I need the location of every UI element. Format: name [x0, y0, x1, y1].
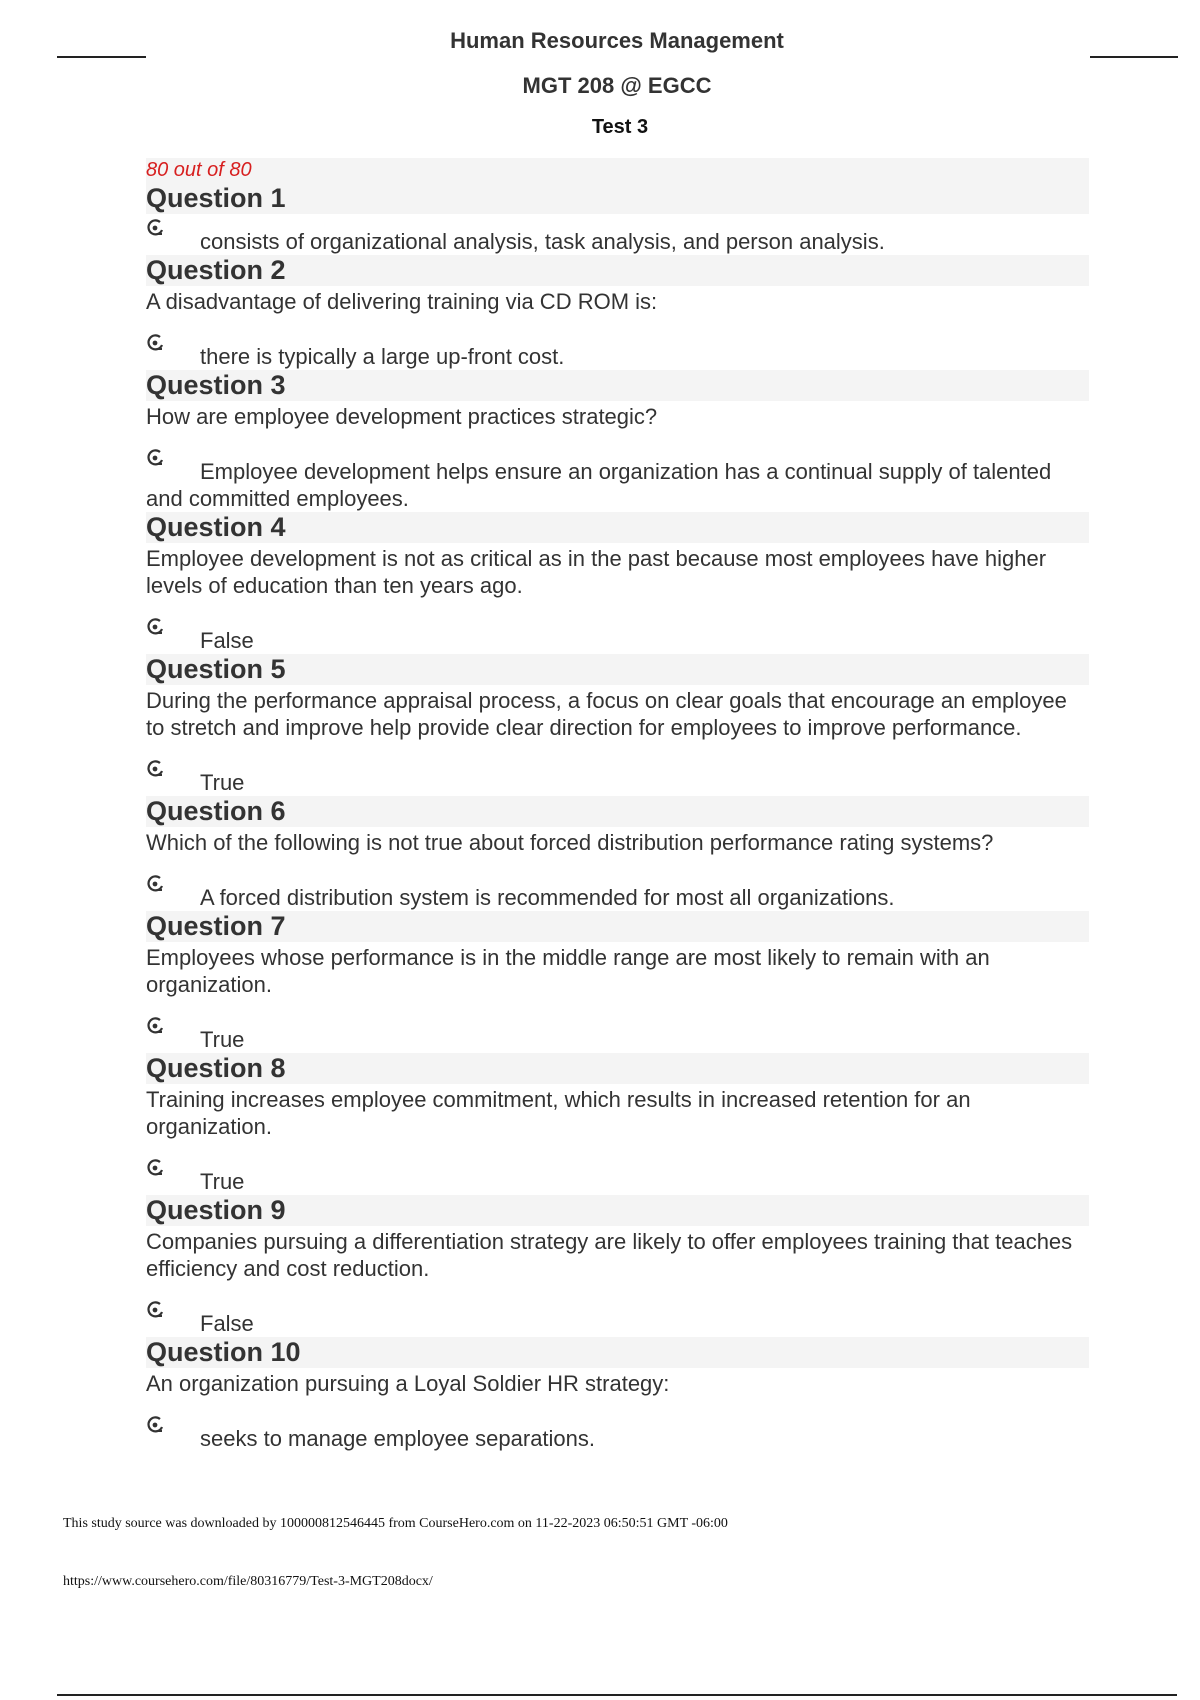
answer-text: A forced distribution system is recommended for most all organizations. — [200, 885, 895, 910]
question-heading: Question 9 — [146, 1195, 1089, 1226]
answer-text: True — [200, 1027, 245, 1052]
answer-row — [146, 343, 1089, 370]
answer-row — [146, 1310, 1089, 1337]
question-text: Companies pursuing a differentiation strategy are likely to offer employees training that teaches efficiency and cost reduction. — [146, 1229, 1073, 1281]
selected-answer-icon — [146, 759, 166, 779]
selected-answer-icon — [146, 1415, 166, 1435]
question-block — [146, 1053, 1089, 1195]
question-text: Training increases employee commitment, which results in increased retention for an organization. — [146, 1087, 971, 1139]
selected-answer-icon — [146, 874, 166, 894]
test-name: Test 3 — [591, 116, 649, 138]
answer-text: seeks to manage employee separations. — [200, 1426, 596, 1451]
answer-row — [146, 1425, 1089, 1452]
selected-answer-icon — [146, 1300, 166, 1320]
question-heading: Question 10 — [146, 1337, 1089, 1368]
answer-row — [146, 1168, 1089, 1195]
answer-row — [146, 627, 1089, 654]
question-block — [146, 654, 1089, 796]
question-block — [146, 183, 1089, 255]
quiz-content — [146, 158, 1089, 1452]
answer-row — [146, 884, 1089, 911]
question-text: An organization pursuing a Loyal Soldier HR strategy: — [146, 1371, 670, 1396]
question-text: Employees whose performance is in the middle range are most likely to remain with an organization. — [146, 945, 990, 997]
question-heading: Question 6 — [146, 796, 1089, 827]
selected-answer-icon — [146, 333, 166, 353]
question-block — [146, 512, 1089, 654]
question-block — [146, 1195, 1089, 1337]
question-text: A disadvantage of delivering training via CD ROM is: — [146, 289, 658, 314]
answer-row — [146, 1026, 1089, 1053]
document-title: Human Resources Management — [450, 28, 784, 53]
header-rule-left — [57, 56, 146, 58]
answer-text: Employee development helps ensure an organization has a continual supply of talented and committed employees. — [146, 459, 1052, 511]
question-heading: Question 4 — [146, 512, 1089, 543]
selected-answer-icon — [146, 617, 166, 637]
footer-rule — [57, 1694, 1177, 1696]
question-heading: Question 5 — [146, 654, 1089, 685]
answer-text: True — [200, 1169, 245, 1194]
answer-row — [146, 769, 1089, 796]
answer-text: consists of organizational analysis, task analysis, and person analysis. — [200, 229, 885, 254]
download-notice: This study source was downloaded by 100000812546445 from CourseHero.com on 11-22-2023 06:50:51 GMT -06:00 — [63, 1516, 728, 1531]
question-heading: Question 2 — [146, 255, 1089, 286]
selected-answer-icon — [146, 1016, 166, 1036]
answer-text: False — [200, 1311, 254, 1336]
question-block — [146, 370, 1089, 512]
answer-row — [146, 458, 1089, 512]
question-text: Which of the following is not true about forced distribution performance rating systems? — [146, 830, 994, 855]
question-block — [146, 796, 1089, 911]
selected-answer-icon — [146, 1158, 166, 1178]
question-text: Employee development is not as critical as in the past because most employees have higher levels of education than ten years ago. — [146, 546, 1047, 598]
question-block — [146, 255, 1089, 370]
answer-text: there is typically a large up-front cost. — [200, 344, 565, 369]
answer-row — [146, 228, 1089, 255]
selected-answer-icon — [146, 218, 166, 238]
question-block — [146, 911, 1089, 1053]
question-block — [146, 1337, 1089, 1452]
question-text: How are employee development practices strategic? — [146, 404, 658, 429]
header-rule-right — [1090, 56, 1178, 58]
question-text: During the performance appraisal process, a focus on clear goals that encourage an employee to stretch and improve help provide clear direction for employees to improve performance. — [146, 688, 1067, 740]
selected-answer-icon — [146, 448, 166, 468]
question-heading: Question 3 — [146, 370, 1089, 401]
score-text: 80 out of 80 — [146, 158, 1089, 183]
source-url[interactable]: https://www.coursehero.com/file/80316779/Test-3-MGT208docx/ — [63, 1574, 433, 1589]
answer-text: True — [200, 770, 245, 795]
question-heading: Question 7 — [146, 911, 1089, 942]
answer-text: False — [200, 628, 254, 653]
question-heading: Question 1 — [146, 183, 1089, 214]
question-heading: Question 8 — [146, 1053, 1089, 1084]
course-name: MGT 208 @ EGCC — [522, 73, 712, 98]
